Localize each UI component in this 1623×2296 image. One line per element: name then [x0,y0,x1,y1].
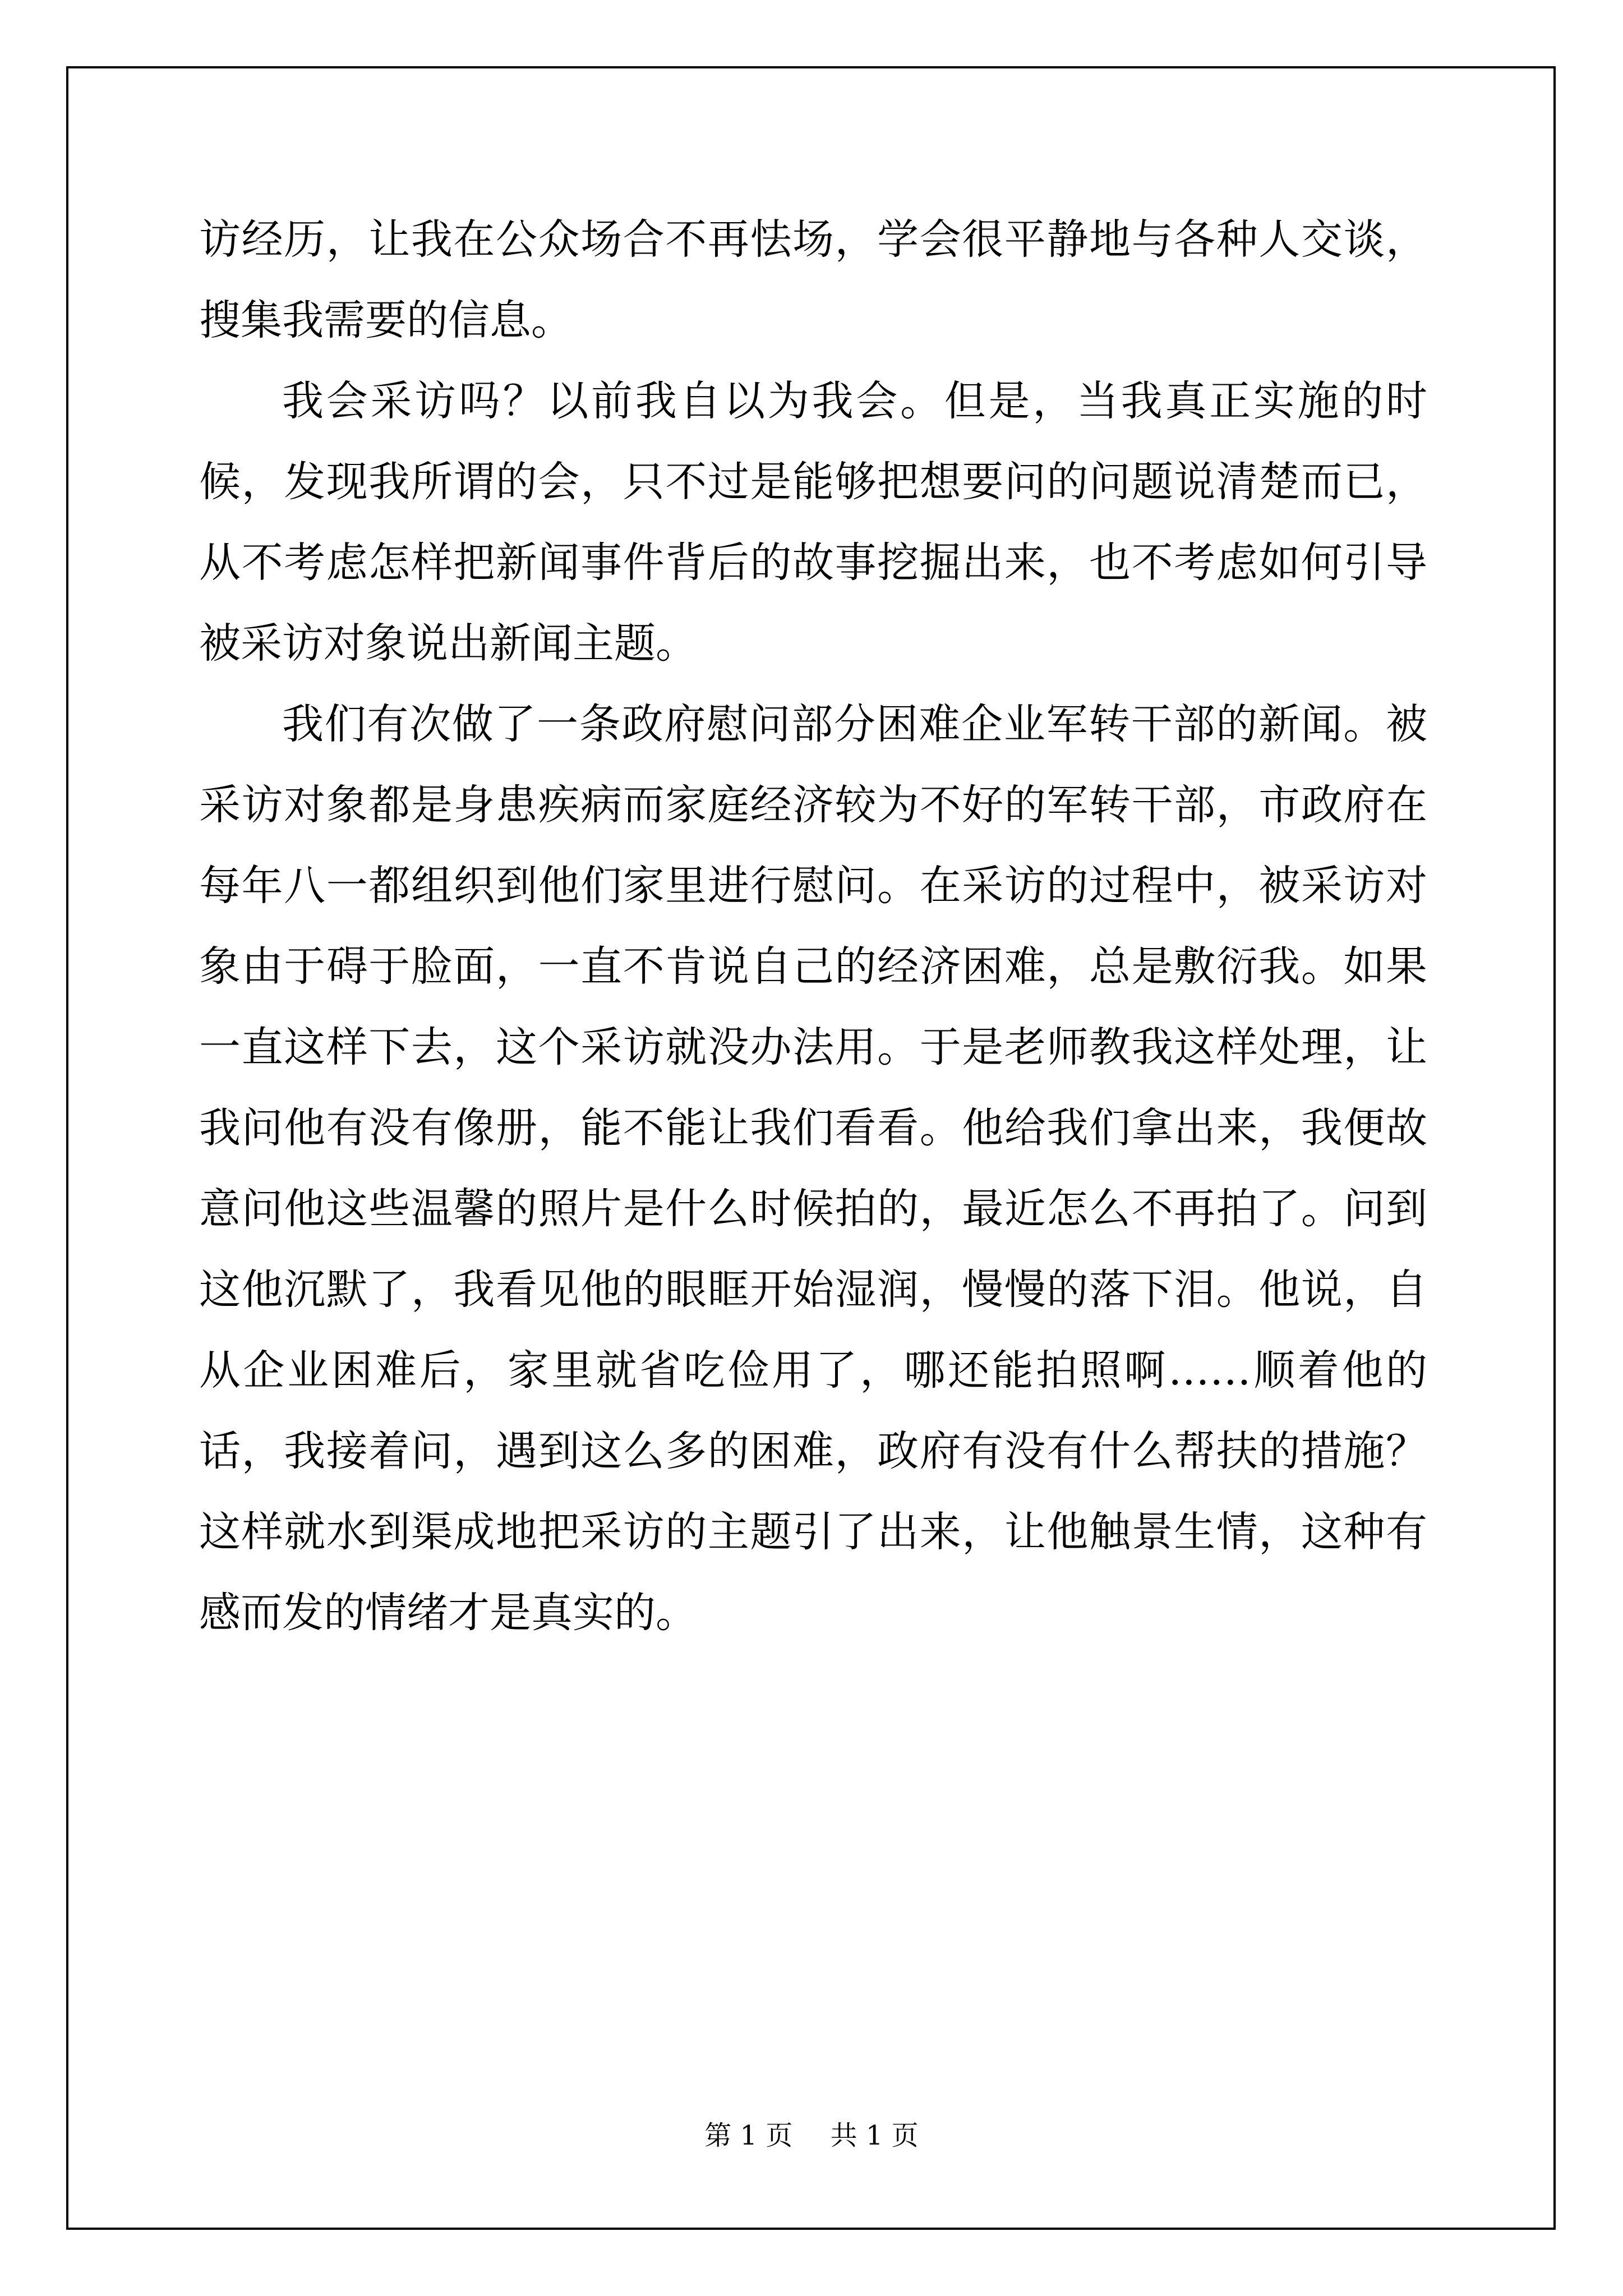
page-number: 第 1 页 [704,2120,793,2151]
page-total: 共 1 页 [830,2120,919,2151]
paragraph-2: 我会采访吗？以前我自以为我会。但是，当我真正实施的时候，发现我所谓的会，只不过是能够把想要问的问题说清楚而已，从不考虑怎样把新闻事件背后的故事挖掘出来，也不考虑如何引导被采访对象说出新闻主题。 [199,377,1427,668]
paragraph-3: 我们有次做了一条政府慰问部分困难企业军转干部的新闻。被采访对象都是身患疾病而家庭经济较为不好的军转干部，市政府在每年八一都组织到他们家里进行慰问。在采访的过程中，被采访对象由于碍于脸面，一直不肯说自己的经济困难，总是敷衍我。如果一直这样下去，这个采访就没办法用。于是老师教我这样处理，让我问他有没有像册，能不能让我们看看。他给我们拿出来，我便故意问他这些温馨的照片是什么时候拍的，最近怎么不再拍了。问到这他沉默了，我看见他的眼眶开始湿润，慢慢的落下泪。他说，自从企业困难后，家里就省吃俭用了，哪还能拍照啊……顺着他的话，我接着问，遇到这么多的困难，政府有没有什么帮扶的措施？这样就水到渠成地把采访的主题引了出来，让他触景生情，这种有感而发的情绪才是真实的。 [199,700,1427,1637]
document-body [199,199,1427,1653]
paragraph-1: 访经历，让我在公众场合不再怯场，学会很平静地与各种人交谈，搜集我需要的信息。 [199,215,1427,344]
page-footer [0,2119,1623,2152]
